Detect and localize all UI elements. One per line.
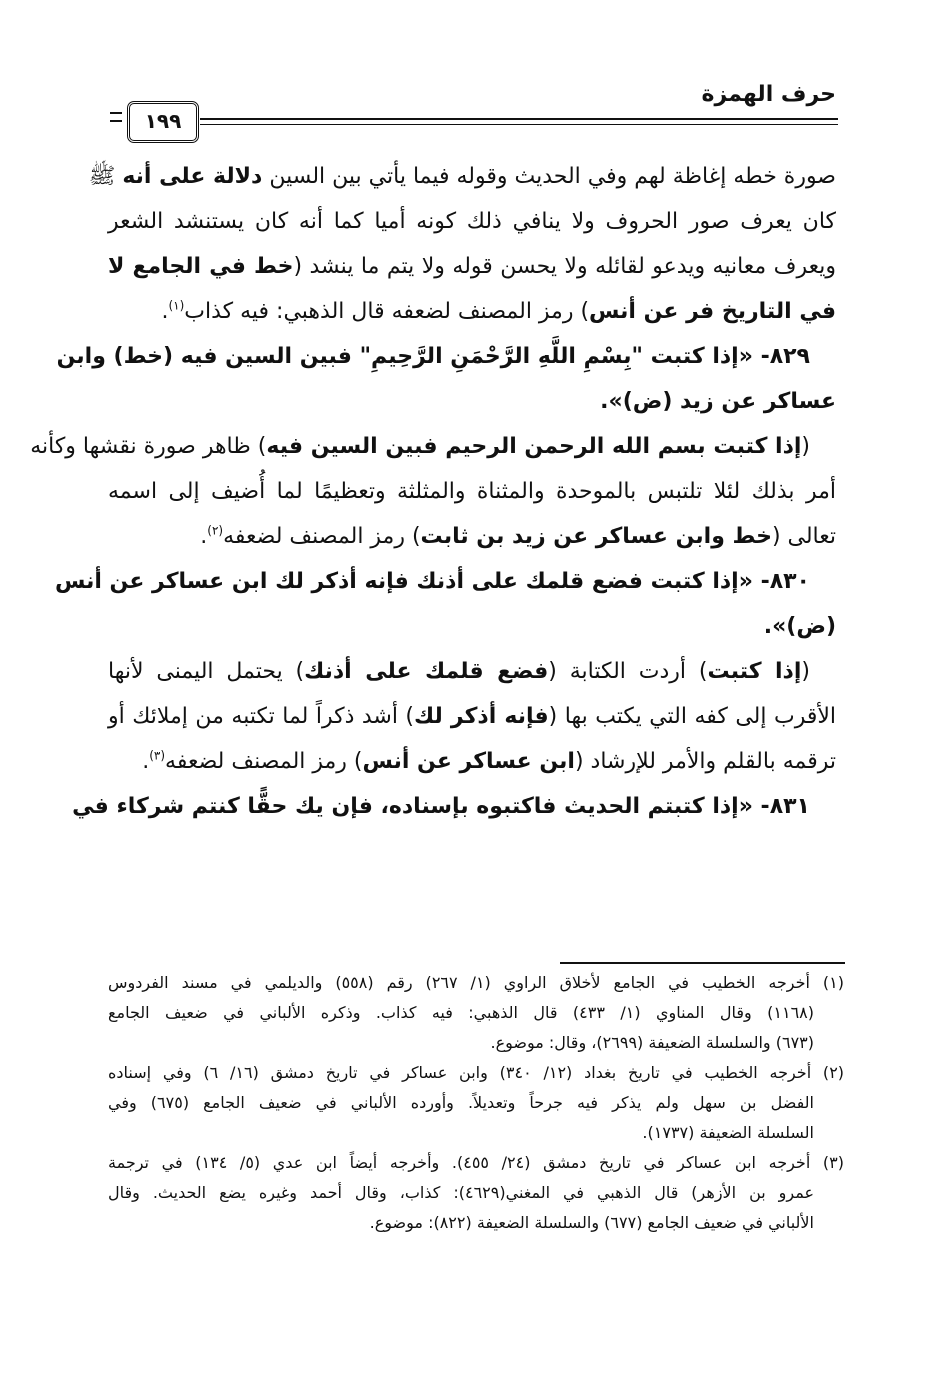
text-line — [54, 559, 836, 604]
bold-text: ٨٣٠- «إذا كتبت فضع قلمك على أذنك فإنه أذكر لك ابن عساكر عن أنس — [54, 569, 810, 594]
text-segment: أمر بذلك لئلا تلتبس بالموحدة والمثناة والمثلثة وتعظيمًا لما أُضيف إلى اسمه — [108, 479, 836, 504]
text-segment: الألباني في ضعيف الجامع (٦٧٧) والسلسلة الضعيفة (٨٢٢): موضوع. — [369, 1213, 814, 1232]
text-segment: ) رمز المصنف لضعفه — [223, 524, 421, 549]
page-number-ornament — [110, 112, 122, 114]
footnote-marker: (١) — [168, 298, 185, 313]
bold-text: ٨٢٩- «إذا كتبت "بِسْمِ اللَّهِ الرَّحْمَنِ الرَّحِيمِ" فبين السين فيه (خط) وابن — [56, 344, 810, 369]
text-line — [108, 244, 836, 289]
bold-text: ٨٣١- «إذا كتبتم الحديث فاكتبوه بإسناده، فإن يك حقًّا كنتم شركاء في — [72, 794, 810, 819]
bold-text: (ض)». — [763, 614, 836, 639]
text-segment: . — [142, 749, 150, 774]
header-rule — [200, 118, 838, 120]
text-line — [108, 199, 836, 244]
footnote-line — [108, 1178, 844, 1208]
text-segment: ) رمز المصنف لضعفه قال الذهبي: فيه كذاب — [184, 299, 590, 324]
footnote-line — [108, 1058, 844, 1088]
text-line — [88, 154, 836, 199]
footnote-line — [108, 998, 844, 1028]
text-line — [108, 604, 836, 649]
text-line — [108, 469, 836, 514]
bold-text: عساكر عن زيد (ض)». — [600, 389, 836, 414]
footnote-line — [108, 1148, 844, 1178]
text-line — [108, 694, 836, 739]
footnote-marker: (٢) — [207, 523, 224, 538]
bold-text: إذا كتبت بسم الله الرحمن الرحيم فبين السين فيه — [266, 434, 802, 459]
text-segment: ) رمز المصنف لضعفه — [165, 749, 363, 774]
running-title: حرف الهمزة — [701, 82, 836, 107]
footnote-line — [108, 1118, 844, 1148]
text-line — [30, 424, 836, 469]
text-segment: ويعرف معانيه ويدعو لقائله ولا يحسن قوله ولا يتم ما ينشد ( — [293, 254, 836, 279]
bold-text: دلالة على أنه — [122, 164, 263, 189]
text-line — [56, 334, 836, 379]
text-segment: (١) أخرجه الخطيب في الجامع لأخلاق الراوي (١/ ٢٦٧) رقم (٥٥٨) والديلمي في مسند الفردوس — [108, 973, 844, 992]
text-segment: (١١٦٨) وقال المناوي (١/ ٤٣٣) قال الذهبي: فيه كذاب. وذكره الألباني في ضعيف الجامع — [108, 1003, 814, 1022]
footnote-marker: (٣) — [149, 748, 166, 763]
bold-text: ابن عساكر عن أنس — [362, 749, 575, 774]
footnote-separator — [560, 962, 845, 964]
footnote-line — [108, 1208, 844, 1238]
text-line — [108, 289, 836, 334]
text-segment: الفضل بن سهل ولم يذكر فيه جرحاً وتعديلاً. وأورده الألباني في ضعيف الجامع (٦٧٥) وفي — [108, 1093, 814, 1112]
text-segment: ) ظاهر صورة نقشها وكأنه — [30, 434, 267, 459]
bold-text: فإنه أذكر لك — [414, 704, 549, 729]
text-segment: (٦٧٣) والسلسلة الضعيفة (٢٦٩٩)، وقال: موضوع. — [490, 1033, 814, 1052]
bold-text: إذا كتبت — [707, 659, 802, 684]
text-segment: الأقرب إلى كفه التي يكتب بها ( — [548, 704, 837, 729]
text-line — [108, 649, 836, 694]
text-segment: ) أشد ذكراً لما تكتبه من إملائك أو — [108, 704, 415, 729]
text-segment: صورة خطه إغاظة لهم وفي الحديث وقوله فيما يأتي بين السين — [262, 164, 836, 189]
text-segment: ﷺ — [88, 164, 123, 189]
footnotes — [108, 968, 844, 1238]
text-line — [108, 739, 836, 784]
page-number-ornament — [110, 120, 122, 122]
text-segment: عمرو بن الأزهر) قال الذهبي في المغني(٤٦٢٩): كذاب، وقال أحمد وغيره يضع الحديث. وقال — [108, 1183, 814, 1202]
text-segment: ( — [801, 659, 810, 684]
footnote-line — [108, 968, 844, 998]
bold-text: فضع قلمك على أذنك — [304, 659, 549, 684]
text-line — [108, 514, 836, 559]
header-rule-thin — [200, 124, 838, 125]
text-segment: ) أردت الكتابة ( — [548, 659, 708, 684]
page-number: ١٩٩ — [127, 101, 199, 143]
text-segment: تعالى ( — [771, 524, 836, 549]
text-line — [72, 784, 836, 829]
bold-text: خط في الجامع لا — [108, 254, 294, 279]
bold-text: خط وابن عساكر عن زيد بن ثابت — [420, 524, 772, 549]
main-text — [30, 154, 837, 829]
text-segment: ترقمه بالقلم والأمر للإرشاد ( — [574, 749, 836, 774]
text-segment: السلسلة الضعيفة (١٧٣٧). — [642, 1123, 814, 1142]
text-segment: كان يعرف صور الحروف ولا ينافي ذلك كونه أميا كما أنه كان يستنشد الشعر — [108, 209, 836, 234]
text-segment: (٣) أخرجه ابن عساكر في تاريخ دمشق (٢٤/ ٤٥٥). وأخرجه أيضاً ابن عدي (٥/ ١٣٤) في ترجمة — [108, 1153, 844, 1172]
text-line — [108, 379, 836, 424]
text-segment: ( — [801, 434, 810, 459]
text-segment: . — [161, 299, 169, 324]
bold-text: في التاريخ فر عن أنس — [589, 299, 836, 324]
footnote-line — [108, 1028, 844, 1058]
text-segment: ) يحتمل اليمنى لأنها — [108, 659, 305, 684]
text-segment: . — [200, 524, 208, 549]
footnote-line — [108, 1088, 844, 1118]
text-segment: (٢) أخرجه الخطيب في تاريخ بغداد (١٢/ ٣٤٠) وابن عساكر في تاريخ دمشق (١٦/ ٦) وفي إسناده — [108, 1063, 845, 1082]
